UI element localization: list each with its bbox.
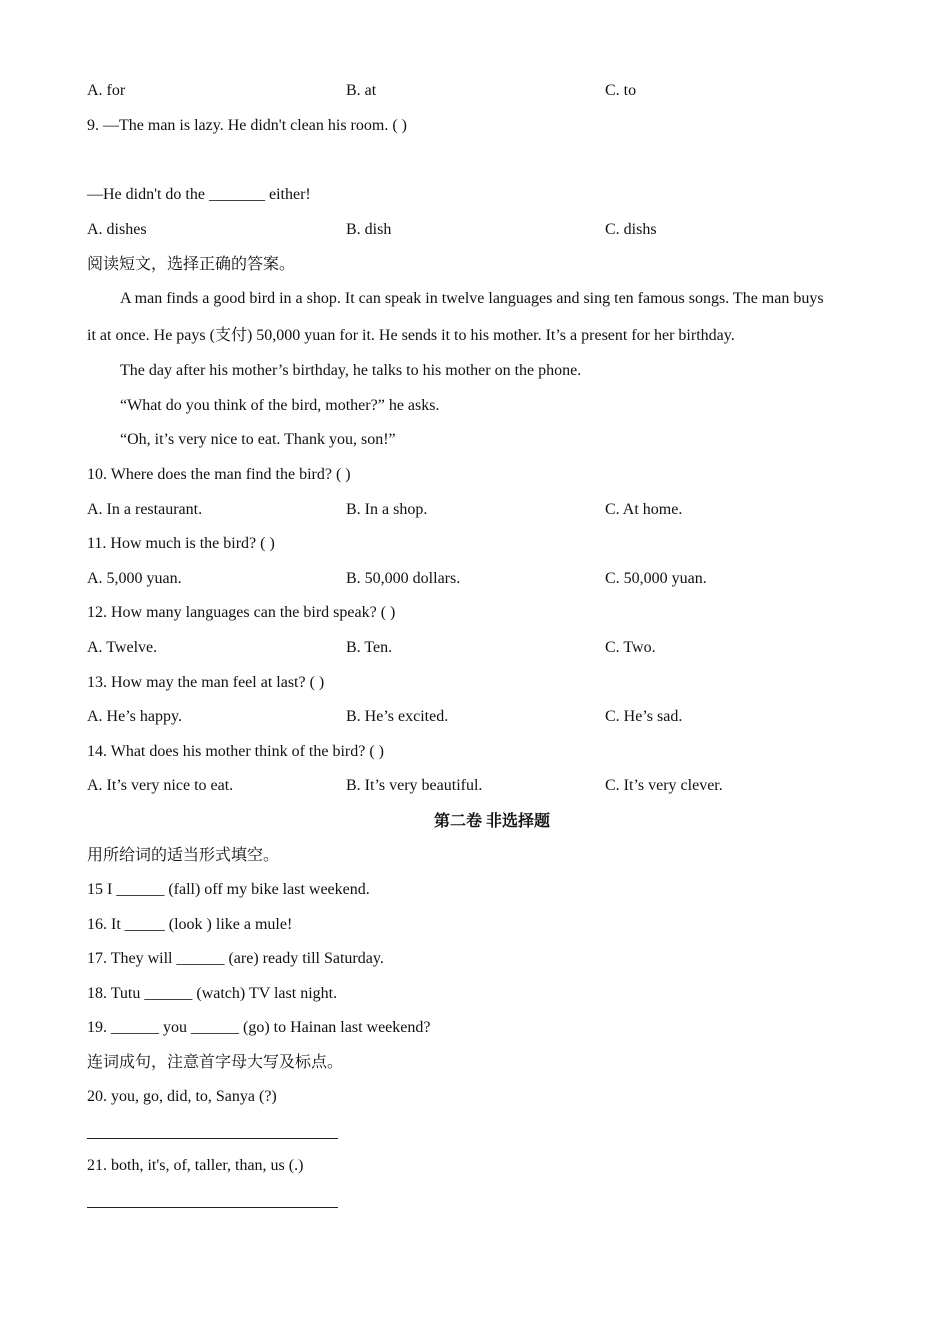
q12-option-a[interactable]: A. Twelve.: [87, 639, 158, 656]
q13-option-c[interactable]: C. He’s sad.: [605, 708, 683, 725]
q11-option-b[interactable]: B. 50,000 dollars.: [346, 570, 461, 587]
fill-item-16: 16. It _____ (look ) like a mule!: [87, 916, 293, 933]
q12-option-b[interactable]: B. Ten.: [346, 639, 393, 656]
q8-option-b[interactable]: B. at: [346, 82, 377, 99]
order-item-20: 20. you, go, did, to, Sanya (?): [87, 1088, 277, 1105]
q10-option-c[interactable]: C. At home.: [605, 501, 683, 518]
q13-option-b[interactable]: B. He’s excited.: [346, 708, 449, 725]
q14-question: 14. What does his mother think of the bird? ( ): [87, 743, 384, 760]
q8-option-c[interactable]: C. to: [605, 82, 637, 99]
reading-instruction: 阅读短文，选择正确的答案。: [87, 256, 296, 273]
reading-paragraph-4: “Oh, it’s very nice to eat. Thank you, son!”: [120, 431, 396, 448]
q12-option-c[interactable]: C. Two.: [605, 639, 656, 656]
order-item-21: 21. both, it's, of, taller, than, us (.): [87, 1157, 304, 1174]
q11-option-a[interactable]: A. 5,000 yuan.: [87, 570, 182, 587]
answer-line-21[interactable]: [87, 1207, 338, 1208]
order-instruction: 连词成句，注意首字母大写及标点。: [87, 1054, 344, 1071]
part-two-title: 第二卷 非选择题: [433, 813, 550, 830]
q12-question: 12. How many languages can the bird speak? ( ): [87, 604, 396, 621]
q10-option-a[interactable]: A. In a restaurant.: [87, 501, 203, 518]
q14-option-c[interactable]: C. It’s very clever.: [605, 777, 723, 794]
q13-option-a[interactable]: A. He’s happy.: [87, 708, 182, 725]
q10-question: 10. Where does the man find the bird? ( ): [87, 466, 351, 483]
reading-paragraph-3: “What do you think of the bird, mother?” he asks.: [120, 397, 440, 414]
reading-paragraph-1-line-1: A man finds a good bird in a shop. It can speak in twelve languages and sing ten famous songs. The man buys: [120, 290, 824, 307]
q9-option-c[interactable]: C. dishs: [605, 221, 657, 238]
q11-question: 11. How much is the bird? ( ): [87, 535, 275, 552]
fill-item-19: 19. ______ you ______ (go) to Hainan last weekend?: [87, 1019, 431, 1036]
reading-paragraph-2: The day after his mother’s birthday, he talks to his mother on the phone.: [120, 362, 582, 379]
reading-paragraph-1-line-2: it at once. He pays (支付) 50,000 yuan for it. He sends it to his mother. It’s a present for her birthday.: [87, 327, 735, 344]
q13-question: 13. How may the man feel at last? ( ): [87, 674, 325, 691]
q9-option-b[interactable]: B. dish: [346, 221, 392, 238]
fill-item-17: 17. They will ______ (are) ready till Saturday.: [87, 950, 384, 967]
q14-option-b[interactable]: B. It’s very beautiful.: [346, 777, 483, 794]
q9-reply: —He didn't do the _______ either!: [87, 186, 311, 203]
q14-option-a[interactable]: A. It’s very nice to eat.: [87, 777, 234, 794]
q8-option-a[interactable]: A. for: [87, 82, 126, 99]
fill-item-18: 18. Tutu ______ (watch) TV last night.: [87, 985, 338, 1002]
q10-option-b[interactable]: B. In a shop.: [346, 501, 428, 518]
q11-option-c[interactable]: C. 50,000 yuan.: [605, 570, 707, 587]
q9-question: 9. —The man is lazy. He didn't clean his room. ( ): [87, 117, 407, 134]
fill-item-15: 15 I ______ (fall) off my bike last weekend.: [87, 881, 370, 898]
answer-line-20[interactable]: [87, 1138, 338, 1139]
q9-option-a[interactable]: A. dishes: [87, 221, 147, 238]
fill-instruction: 用所给词的适当形式填空。: [87, 847, 280, 864]
